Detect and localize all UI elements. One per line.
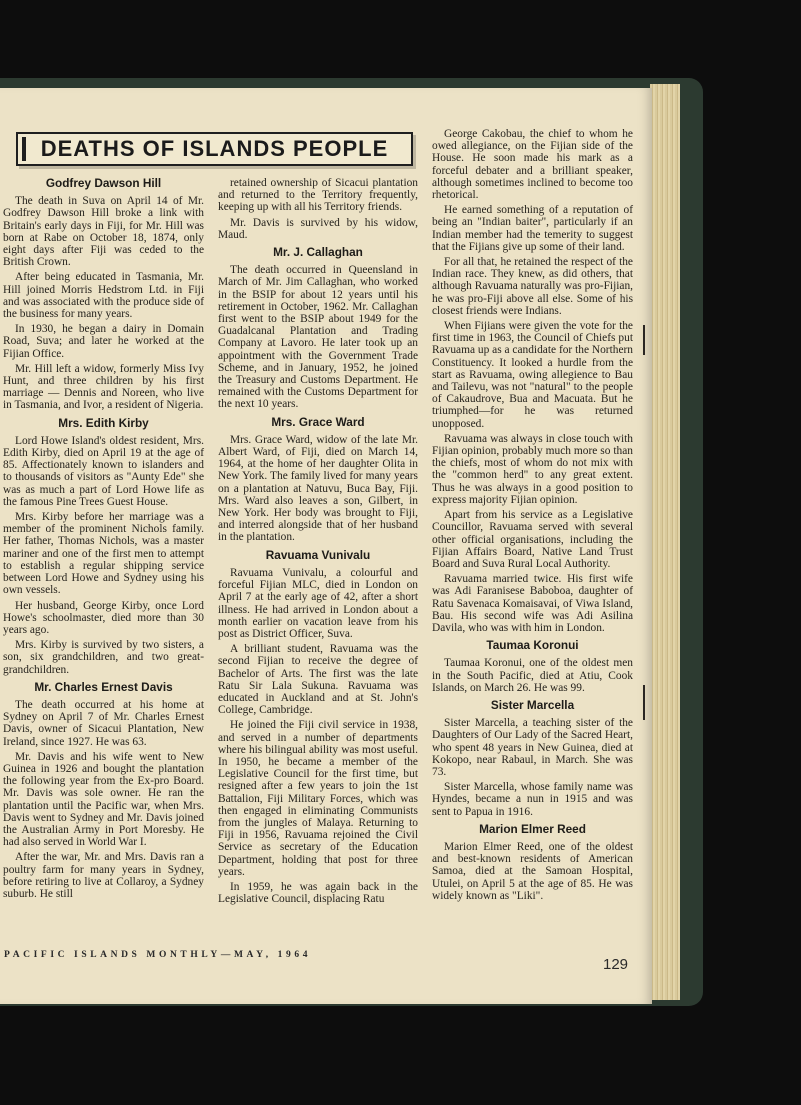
article-paragraph: retained ownership of Sicacui plantation and returned to the Territory frequently, keeping up with all his Territory friends. xyxy=(218,177,418,214)
article-paragraph: Mrs. Grace Ward, widow of the late Mr. Albert Ward, of Fiji, died on March 14, 1964, at the home of her daughter Olita in New York. The family lived for many years on a plantation at Natuvu, Buca Bay, Fiji. Mrs. Ward also leaves a son, Gilbert, in New York. Her body was brought to Fiji, and interred alongside that of her husband in the plantation. xyxy=(218,433,418,544)
section-title-box xyxy=(16,132,413,166)
page-edges xyxy=(650,84,680,1000)
article-paragraph: Her husband, George Kirby, once Lord Howe's schoolmaster, died more than 30 years ago. xyxy=(3,599,204,636)
article-paragraph: The death occurred at his home at Sydney on April 7 of Mr. Charles Ernest Davis, owner of Sicacui Plantation, New Ireland, since 1927. He was 63. xyxy=(3,698,204,748)
article-paragraph: Taumaa Koronui, one of the oldest men in the South Pacific, died at Atiu, Cook Islands, on March 26. He was 99. xyxy=(432,657,633,694)
column-2 xyxy=(218,177,418,908)
margin-mark xyxy=(643,325,645,355)
article-paragraph: Lord Howe Island's oldest resident, Mrs. Edith Kirby, died on April 19 at the age of 85. Affectionately known to islanders and to thousands of visitors as "Aunty Ede" she was as much a part of Lord Howe life as the famous Pine Trees Guest House. xyxy=(3,434,204,508)
article-paragraph: Ravuama Vunivalu, a colourful and forceful Fijian MLC, died in London on April 7 at the early age of 42, after a short illness. He had arrived in London about a month earlier on vacation leave from his post as District Officer, Suva. xyxy=(218,566,418,640)
article-paragraph: Mrs. Kirby is survived by two sisters, a son, six grandchildren, and two great-grandchildren. xyxy=(3,639,204,676)
article-paragraph: Apart from his service as a Legislative Councillor, Ravuama served with several other official organisations, including the Fijian Affairs Board, Native Land Trust Board and Suva Rural Local Authority. xyxy=(432,509,633,570)
obituary-heading: Mr. Charles Ernest Davis xyxy=(34,679,173,694)
obituary-heading: Sister Marcella xyxy=(490,697,575,712)
obituary-heading: Mrs. Edith Kirby xyxy=(58,415,149,430)
article-paragraph: Mr. Davis and his wife went to New Guinea in 1926 and bought the plantation the following year from the Ex-pro Board. Mr. Davis was sole owner. He ran the plantation until the Pacific war, when Mrs. Davis went to Sydney and Mr. Davis joined the Australian Army in Port Moresby. He had also served in World War I. xyxy=(3,750,204,849)
article-paragraph: After being educated in Tasmania, Mr. Hill joined Morris Hedstrom Ltd. in Fiji and was associated with the produce side of the business for many years. xyxy=(3,271,204,321)
title-bar-decoration xyxy=(22,137,26,161)
running-footer: PACIFIC ISLANDS MONTHLY—MAY, 1964 xyxy=(4,950,312,960)
article-paragraph: Mrs. Kirby before her marriage was a member of the prominent Nichols family. Her father, Thomas Nichols, was a master mariner and one of the first men to attempt to establish a regular shipping service between Lord Howe and Sydney using his own vessels. xyxy=(3,511,204,597)
article-paragraph: For all that, he retained the respect of the Indian race. They knew, as did others, that although Ravuama naturally was pro-Fijian, he was pro-Fiji above all else. Some of his closest friends were Indians. xyxy=(432,256,633,317)
obituary-heading: Marion Elmer Reed xyxy=(479,821,586,836)
article-paragraph: A brilliant student, Ravuama was the second Fijian to receive the degree of Bachelor of Arts. The first was the late Ratu Sir Lala Sukuna. Ravuama was educated in Auckland and at St. John's College, Cambridge. xyxy=(218,643,418,717)
article-paragraph: Mr. Hill left a widow, formerly Miss Ivy Hunt, and three children by his first marriage — Dennis and Noreen, who live in Tasmania, and Ivor, a resident of Nigeria. xyxy=(3,362,204,412)
column-3 xyxy=(432,128,633,905)
article-paragraph: Marion Elmer Reed, one of the oldest and best-known residents of American Samoa, died at the Samoan Hospital, Utulei, on April 5 at the age of 85. He was widely known as "Liki". xyxy=(432,840,633,902)
article-paragraph: He earned something of a reputation of being an "Indian baiter", particularly if an Indian member had the temerity to suggest that the Fijians give up some of their land. xyxy=(432,204,633,253)
article-paragraph: Mr. Davis is survived by his widow, Maud. xyxy=(218,216,418,241)
article-paragraph: The death occurred in Queensland in March of Mr. Jim Callaghan, who worked in the BSIP for about 12 years until his retirement in October, 1962. Mr. Callaghan first went to the BSIP about 1949 for the Guadalcanal Plantation and Trading Company at Lavoro. He later took up an appointment with the Government Trade Scheme, and in January, 1952, he joined the Treasury and Customs Department. He remained with the Customs Department for the next 10 years. xyxy=(218,264,418,411)
article-paragraph: Sister Marcella, a teaching sister of the Daughters of Our Lady of the Sacred Heart, who spent 48 years in New Guinea, died at Kokopo, near Rabaul, in March. She was 73. xyxy=(432,717,633,778)
article-paragraph: Ravuama was always in close touch with Fijian opinion, probably much more so than the chiefs, most of whom do not mix with the "common herd" to any great extent. Thus he was always in a good position to express majority Fijian opinion. xyxy=(432,432,633,506)
article-paragraph: In 1959, he was again back in the Legislative Council, displacing Ratu xyxy=(218,880,418,906)
article-paragraph: In 1930, he began a dairy in Domain Road, Suva; and later he worked at the Fijian Office. xyxy=(3,323,204,360)
column-1 xyxy=(3,177,204,903)
article-paragraph: After the war, Mr. and Mrs. Davis ran a poultry farm for many years in Sydney, before retiring to live at Collaroy, a Sydney suburb. He still xyxy=(3,851,204,900)
obituary-heading: Godfrey Dawson Hill xyxy=(45,176,162,190)
article-paragraph: Sister Marcella, whose family name was Hyndes, became a nun in 1915 and was sent to Papua in 1916. xyxy=(432,781,633,818)
article-paragraph: The death in Suva on April 14 of Mr. Godfrey Dawson Hill broke a link with Britain's early days in Fiji, for Mr. Hill was born at Rabe on October 18, 1874, only eight days after Fiji was ceded to the British Crown. xyxy=(3,195,204,269)
page-title: DEATHS OF ISLANDS PEOPLE xyxy=(40,136,389,161)
obituary-heading: Ravuama Vunivalu xyxy=(265,547,371,562)
article-paragraph: Ravuama married twice. His first wife was Adi Faranisese Baboboa, daughter of Ratu Savenaca Komaisavai, of Viwa Island, Bau. His second wife was Adi Asilina Davila, who was with him in London. xyxy=(432,573,633,634)
margin-mark xyxy=(643,685,645,720)
article-paragraph: George Cakobau, the chief to whom he owed allegiance, on the Fijian side of the House. He soon made his mark as a forceful debater and a brilliant speaker, although sometimes inclined to become too rhetorical. xyxy=(432,128,633,202)
article-paragraph: He joined the Fiji civil service in 1938, and served in a number of departments where his bilingual ability was most useful. In 1950, he became a member of the Legislative Council for the first time, but resigned after a few years to join the 1st Battalion, Fiji Military Forces, which was then engaged in eliminating Communists from the jungles of Malaya. Returning to Fiji in 1956, Ravuama rejoined the Civil Service as secretary of the Education Department, holding that post for three years. xyxy=(218,719,418,878)
article-paragraph: When Fijians were given the vote for the first time in 1963, the Council of Chiefs put Ravuama up as a candidate for the Northern Constituency. It looked a hurdle from the start as Ravuama, owing allegience to Bau and Tailevu, was not "natural" to the people of Cakaudrove, Bua and Macuata. But he triumphed—for he was returned unopposed. xyxy=(432,320,633,430)
obituary-heading: Mrs. Grace Ward xyxy=(271,414,365,429)
obituary-heading: Taumaa Koronui xyxy=(486,638,579,653)
obituary-heading: Mr. J. Callaghan xyxy=(273,245,363,260)
page-number: 129 xyxy=(603,956,629,973)
